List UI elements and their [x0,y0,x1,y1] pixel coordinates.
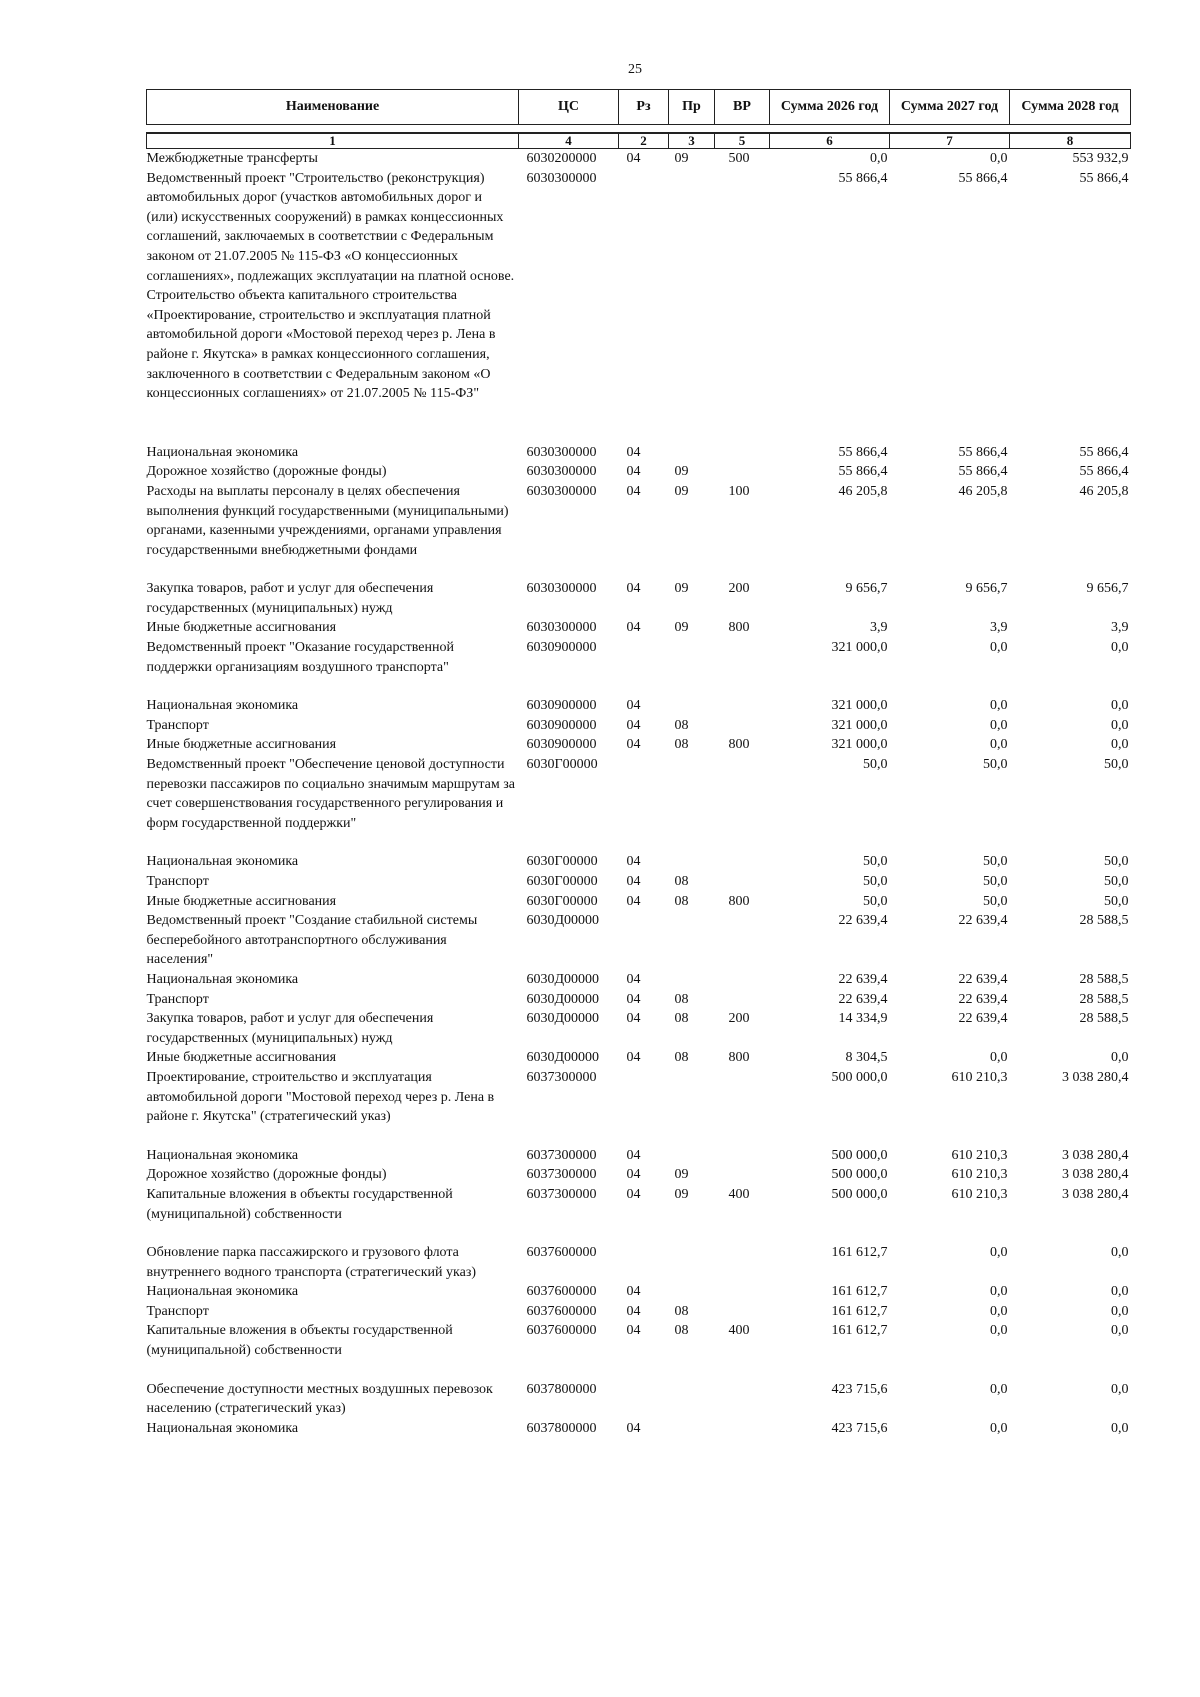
row-sum-2026: 3,9 [870,620,888,636]
row-sum-2027: 50,0 [983,893,1008,909]
row-sum-2027: 22 639,4 [958,1011,1008,1027]
row-cs: 6030300000 [526,620,597,636]
row-sum-2027: 610 210,3 [951,1069,1008,1085]
row-sum-2028: 0,0 [1111,1050,1129,1066]
table-row [147,735,1131,755]
row-rz: 04 [626,1011,641,1027]
row-vr [715,755,770,852]
row-rz: 04 [626,893,641,909]
table-row [147,1009,1131,1048]
table-row [147,716,1131,736]
row-sum-2028: 0,0 [1111,1284,1129,1300]
budget-table [146,89,1131,1438]
row-pr: 09 [674,464,689,480]
row-rz: 04 [626,874,641,889]
row-sum-2028: 0,0 [1111,1323,1129,1339]
row-vr [715,1419,770,1439]
row-sum-2027: 50,0 [983,874,1008,889]
row-vr: 800 [728,620,750,636]
col-header-sum-2026: Сумма 2026 год [770,90,890,125]
row-cs: 6030300000 [526,464,597,480]
row-sum-2027: 9 656,7 [965,581,1008,597]
table-row [147,169,1131,443]
row-sum-2026: 321 000,0 [831,717,888,733]
row-sum-2027: 0,0 [990,717,1008,733]
table-row [147,1185,1131,1243]
row-sum-2026: 55 866,4 [838,464,888,480]
row-name: Транспорт [146,717,209,733]
row-rz: 04 [626,737,641,753]
row-pr: 08 [674,717,689,733]
row-cs: 6030900000 [526,698,597,714]
row-vr [715,990,770,1010]
row-sum-2028: 3 038 280,4 [1062,1186,1129,1202]
row-sum-2028: 0,0 [1111,1303,1129,1319]
table-row [147,1048,1131,1068]
table-row [147,1380,1131,1419]
header-row [147,90,1131,125]
row-sum-2026: 423 715,6 [831,1420,888,1436]
row-cs: 6037800000 [526,1381,597,1397]
row-cs: 6030Д00000 [526,1011,600,1027]
col-number: 6 [770,133,890,149]
row-pr [669,443,715,463]
col-number: 5 [715,133,770,149]
row-vr: 800 [728,893,750,909]
row-sum-2028: 50,0 [1104,893,1129,909]
row-sum-2028: 553 932,9 [1072,151,1129,166]
row-sum-2027: 0,0 [990,737,1008,753]
row-rz [619,1243,669,1282]
row-sum-2028: 3 038 280,4 [1062,1147,1129,1163]
row-name: Ведомственный проект "Создание стабильной системы бесперебойного автотранспортного обслуживания населения" [146,913,478,968]
row-sum-2028: 0,0 [1111,1245,1129,1261]
row-pr [669,1380,715,1419]
row-cs: 6037300000 [526,1186,597,1202]
col-number: 2 [619,133,669,149]
row-sum-2028: 0,0 [1111,1381,1129,1397]
row-pr [669,638,715,696]
row-cs: 6030Г00000 [526,854,598,870]
row-pr [669,755,715,852]
row-cs: 6030Д00000 [526,1050,600,1066]
table-row [147,852,1131,872]
row-cs: 6037600000 [526,1303,597,1319]
row-vr [715,852,770,872]
row-cs: 6037600000 [526,1284,597,1300]
row-sum-2026: 8 304,5 [845,1050,888,1066]
row-cs: 6037300000 [526,1147,597,1163]
row-pr: 09 [674,620,689,636]
row-sum-2027: 22 639,4 [958,913,1008,929]
row-sum-2027: 0,0 [990,1323,1008,1339]
row-name: Национальная экономика [146,1284,299,1300]
col-header-sum-2027: Сумма 2027 год [890,90,1010,125]
row-cs: 6030Д00000 [526,991,600,1007]
col-number: 7 [890,133,1010,149]
row-name: Дорожное хозяйство (дорожные фонды) [146,1167,387,1183]
row-sum-2027: 0,0 [990,1303,1008,1319]
row-cs: 6030Г00000 [526,874,598,889]
row-pr [669,169,715,443]
row-sum-2028: 46 205,8 [1079,483,1129,499]
row-sum-2028: 28 588,5 [1079,1011,1129,1027]
row-pr [669,1068,715,1146]
table-row [147,696,1131,716]
row-sum-2026: 55 866,4 [838,444,888,460]
row-name: Дорожное хозяйство (дорожные фонды) [146,464,387,480]
table-row [147,1282,1131,1302]
col-header-pr: Пр [669,90,715,125]
row-sum-2027: 55 866,4 [958,170,1008,186]
row-rz: 04 [626,483,641,499]
row-pr [669,1419,715,1439]
row-cs: 6030300000 [526,444,597,460]
row-vr [715,1302,770,1322]
row-name: Проектирование, строительство и эксплуатация автомобильной дороги "Мостовой переход через р. Лена в районе г. Якутска" (стратегический указ) [146,1069,495,1125]
table-row [147,482,1131,579]
row-sum-2027: 0,0 [990,1245,1008,1261]
row-sum-2028: 28 588,5 [1079,991,1129,1007]
row-sum-2028: 3,9 [1111,620,1129,636]
row-rz: 04 [626,1167,641,1183]
row-sum-2028: 28 588,5 [1079,971,1129,987]
row-vr [715,911,770,970]
row-sum-2027: 0,0 [990,640,1008,656]
col-number: 3 [669,133,715,149]
row-name: Национальная экономика [146,854,299,870]
row-vr [715,1068,770,1146]
table-row [147,911,1131,970]
page-number: 25 [628,62,642,77]
row-sum-2026: 50,0 [863,854,888,870]
row-vr: 400 [728,1186,750,1202]
row-pr: 08 [674,1050,689,1066]
row-sum-2026: 500 000,0 [831,1167,888,1183]
row-name: Национальная экономика [146,1420,299,1436]
row-sum-2027: 0,0 [990,698,1008,714]
row-rz [619,1380,669,1419]
row-vr [715,1380,770,1419]
row-sum-2026: 500 000,0 [831,1147,888,1163]
row-sum-2026: 50,0 [863,893,888,909]
row-name: Расходы на выплаты персоналу в целях обеспечения выполнения функций государственными (муниципальными) органами, казенными учреждениями, органами управления государственными внебюджетными фондами [146,483,509,558]
row-sum-2027: 22 639,4 [958,991,1008,1007]
table-row [147,970,1131,990]
row-rz: 04 [626,464,641,480]
row-sum-2026: 161 612,7 [831,1303,888,1319]
row-sum-2027: 22 639,4 [958,971,1008,987]
row-rz [619,1068,669,1146]
row-name: Капитальные вложения в объекты государственной (муниципальной) собственности [146,1323,453,1359]
row-pr: 08 [674,1011,689,1027]
row-sum-2026: 423 715,6 [831,1381,888,1397]
table-row [147,1321,1131,1379]
row-sum-2027: 610 210,3 [951,1186,1008,1202]
row-sum-2028: 0,0 [1111,737,1129,753]
row-name: Иные бюджетные ассигнования [146,1050,337,1066]
table-row [147,1243,1131,1282]
row-pr: 08 [674,1323,689,1339]
row-rz: 04 [626,1303,641,1319]
row-cs: 6030Г00000 [526,757,598,773]
row-sum-2027: 0,0 [990,151,1008,166]
row-vr: 200 [728,581,750,597]
row-sum-2028: 55 866,4 [1079,444,1129,460]
row-vr [715,462,770,482]
row-pr: 08 [674,991,689,1007]
row-pr: 08 [674,893,689,909]
row-rz: 04 [626,581,641,597]
row-sum-2026: 50,0 [863,757,888,773]
row-vr: 100 [728,483,750,499]
col-header-rz: Рз [619,90,669,125]
row-sum-2028: 28 588,5 [1079,913,1129,929]
table-body [147,149,1131,1439]
col-header-name: Наименование [147,90,519,125]
row-sum-2028: 3 038 280,4 [1062,1069,1129,1085]
row-pr: 09 [674,1167,689,1183]
row-name: Транспорт [146,991,209,1007]
row-name: Закупка товаров, работ и услуг для обеспечения государственных (муниципальных) нужд [146,581,434,616]
row-rz: 04 [626,698,641,714]
row-sum-2027: 0,0 [990,1420,1008,1436]
row-sum-2026: 55 866,4 [838,170,888,186]
table-row [147,892,1131,912]
row-rz: 04 [626,854,641,870]
row-cs: 6030300000 [526,483,597,499]
table-row [147,149,1131,169]
row-pr: 09 [674,483,689,499]
row-sum-2026: 500 000,0 [831,1186,888,1202]
row-sum-2028: 3 038 280,4 [1062,1167,1129,1183]
row-rz: 04 [626,717,641,733]
row-sum-2026: 161 612,7 [831,1284,888,1300]
row-sum-2027: 610 210,3 [951,1147,1008,1163]
row-vr: 200 [728,1011,750,1027]
row-sum-2027: 50,0 [983,854,1008,870]
row-sum-2026: 22 639,4 [838,971,888,987]
table-row [147,1068,1131,1146]
row-sum-2026: 46 205,8 [838,483,888,499]
row-cs: 6030900000 [526,737,597,753]
row-vr [715,716,770,736]
table-row [147,1419,1131,1439]
row-rz: 04 [626,1284,641,1300]
row-cs: 6037300000 [526,1069,597,1085]
row-sum-2028: 50,0 [1104,874,1129,889]
row-rz: 04 [626,1147,641,1163]
row-rz: 04 [626,971,641,987]
row-pr: 08 [674,737,689,753]
row-sum-2026: 321 000,0 [831,640,888,656]
row-cs: 6030300000 [526,581,597,597]
row-pr [669,852,715,872]
row-sum-2028: 55 866,4 [1079,170,1129,186]
row-cs: 6030Д00000 [526,971,600,987]
row-name: Национальная экономика [146,971,299,987]
row-cs: 6030300000 [526,170,597,186]
row-name: Национальная экономика [146,444,299,460]
row-name: Ведомственный проект "Оказание государственной поддержки организациям воздушного транспорта" [146,640,455,675]
row-vr: 400 [728,1323,750,1339]
row-sum-2028: 50,0 [1104,757,1129,773]
table-row [147,1146,1131,1166]
row-sum-2026: 161 612,7 [831,1323,888,1339]
table-row [147,1165,1131,1185]
row-vr: 500 [728,151,750,166]
row-sum-2028: 0,0 [1111,717,1129,733]
table-row [147,618,1131,638]
row-cs: 6037800000 [526,1420,597,1436]
row-sum-2028: 0,0 [1111,698,1129,714]
row-sum-2027: 610 210,3 [951,1167,1008,1183]
row-sum-2027: 3,9 [990,620,1008,636]
row-sum-2026: 321 000,0 [831,737,888,753]
row-sum-2026: 321 000,0 [831,698,888,714]
table-row [147,462,1131,482]
row-cs: 6037600000 [526,1323,597,1339]
row-name: Иные бюджетные ассигнования [146,620,337,636]
row-sum-2026: 500 000,0 [831,1069,888,1085]
row-pr: 08 [674,1303,689,1319]
row-name: Ведомственный проект "Строительство (реконструкция) автомобильных дорог (участков автомобильных дорог и (или) искусственных сооружений) в рамках концессионных соглашений, заключаемых в соответствии с Федеральным законом от 21.07.2005 № 115-ФЗ «О концессионных соглашениях», подлежащих эксплуатации на платной основе. Строительство объекта капитального строительства «Проектирование, строительство и эксплуатация платной автомобильной дороги «Мостовой переход через р. Лена в районе г. Якутска» в рамках концессионного соглашения, заключенного в соответствии с Федеральным законом «О концессионных соглашениях» от 21.07.2005 № 115-ФЗ" [146,170,515,402]
col-number: 4 [519,133,619,149]
col-header-vr: ВР [715,90,770,125]
row-name: Иные бюджетные ассигнования [146,893,337,909]
row-cs: 6037300000 [526,1167,597,1183]
row-rz: 04 [626,620,641,636]
row-sum-2026: 22 639,4 [838,913,888,929]
row-cs: 6030Д00000 [526,913,600,929]
row-sum-2028: 0,0 [1111,1420,1129,1436]
row-vr [715,169,770,443]
row-rz: 04 [626,1050,641,1066]
row-rz: 04 [626,444,641,460]
row-pr: 09 [674,1186,689,1202]
row-name: Закупка товаров, работ и услуг для обеспечения государственных (муниципальных) нужд [146,1011,434,1046]
table-row [147,872,1131,892]
row-pr: 09 [674,581,689,597]
row-rz: 04 [626,151,641,166]
row-vr [715,696,770,716]
budget-sheet [146,89,1130,1438]
table-row [147,638,1131,696]
row-cs: 6030200000 [526,151,597,166]
row-name: Обеспечение доступности местных воздушных перевозок населению (стратегический указ) [146,1381,493,1417]
row-sum-2028: 9 656,7 [1086,581,1129,597]
row-sum-2027: 0,0 [990,1381,1008,1397]
table-row [147,755,1131,852]
row-sum-2026: 14 334,9 [838,1011,888,1027]
row-sum-2028: 55 866,4 [1079,464,1129,480]
row-vr [715,638,770,696]
row-cs: 6037600000 [526,1245,597,1261]
row-sum-2028: 50,0 [1104,854,1129,870]
row-sum-2027: 0,0 [990,1050,1008,1066]
row-pr: 08 [674,874,689,889]
row-vr: 800 [728,737,750,753]
col-header-sum-2028: Сумма 2028 год [1010,90,1131,125]
row-rz: 04 [626,1323,641,1339]
row-sum-2027: 55 866,4 [958,444,1008,460]
row-sum-2027: 50,0 [983,757,1008,773]
row-name: Национальная экономика [146,698,299,714]
col-number: 8 [1010,133,1131,149]
row-rz: 04 [626,1420,641,1436]
row-cs: 6030Г00000 [526,893,598,909]
row-rz: 04 [626,991,641,1007]
row-vr: 800 [728,1050,750,1066]
row-vr [715,970,770,990]
row-name: Межбюджетные трансферты [146,151,318,166]
row-vr [715,872,770,892]
row-rz [619,911,669,970]
row-vr [715,1165,770,1185]
row-name: Обновление парка пассажирского и грузового флота внутреннего водного транспорта (стратегический указ) [146,1245,477,1280]
table-row [147,443,1131,463]
row-name: Транспорт [146,874,209,889]
col-number: 1 [147,133,519,149]
col-header-cs: ЦС [519,90,619,125]
row-pr [669,1243,715,1282]
row-sum-2026: 22 639,4 [838,991,888,1007]
row-pr [669,696,715,716]
row-pr [669,1146,715,1166]
row-pr [669,911,715,970]
row-cs: 6030900000 [526,717,597,733]
row-cs: 6030900000 [526,640,597,656]
row-pr: 09 [674,151,689,166]
row-name: Капитальные вложения в объекты государственной (муниципальной) собственности [146,1186,453,1222]
row-name: Ведомственный проект "Обеспечение ценовой доступности перевозки пассажиров по социально значимым маршрутам за счет совершенствования государственного регулирования и форм государственной поддержки" [146,757,515,831]
row-name: Национальная экономика [146,1147,299,1163]
table-row [147,990,1131,1010]
row-vr [715,443,770,463]
row-rz [619,169,669,443]
row-name: Транспорт [146,1303,209,1319]
row-rz: 04 [626,1186,641,1202]
row-sum-2027: 55 866,4 [958,464,1008,480]
row-vr [715,1282,770,1302]
row-pr [669,970,715,990]
row-sum-2027: 0,0 [990,1284,1008,1300]
row-pr [669,1282,715,1302]
row-sum-2026: 9 656,7 [845,581,888,597]
row-vr [715,1243,770,1282]
row-name: Иные бюджетные ассигнования [146,737,337,753]
row-sum-2026: 0,0 [870,151,888,166]
row-sum-2027: 46 205,8 [958,483,1008,499]
table-row [147,579,1131,618]
row-sum-2026: 50,0 [863,874,888,889]
table-row [147,1302,1131,1322]
row-vr [715,1146,770,1166]
row-rz [619,755,669,852]
row-sum-2028: 0,0 [1111,640,1129,656]
row-sum-2026: 161 612,7 [831,1245,888,1261]
column-number-row [147,133,1131,149]
row-rz [619,638,669,696]
